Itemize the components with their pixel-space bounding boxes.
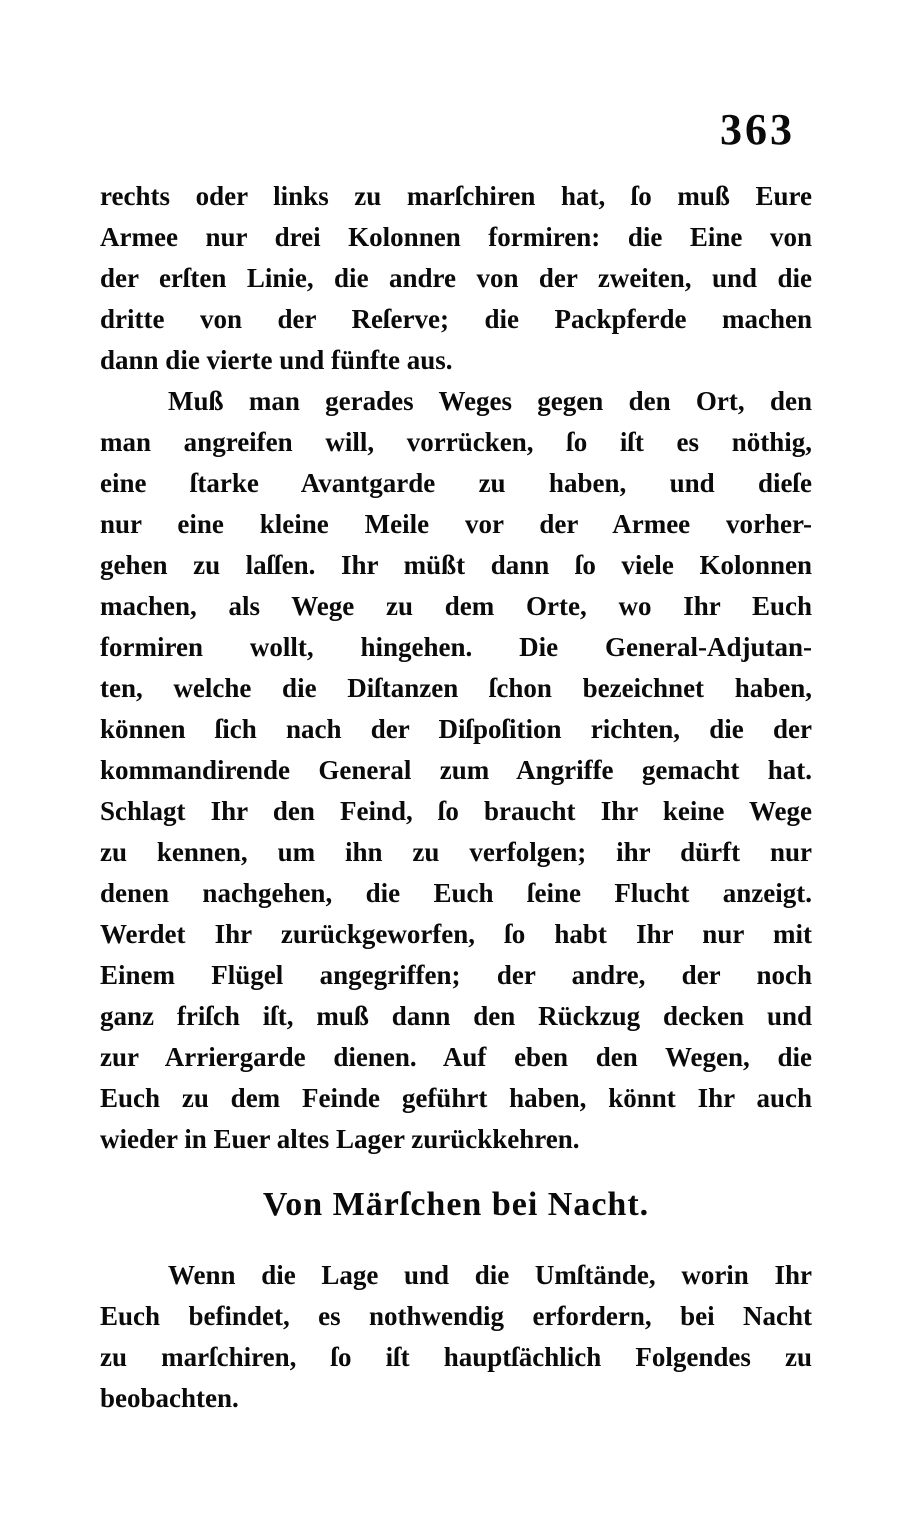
text-line: Wenn die Lage und die Umſtände, worin Ihr <box>168 1260 812 1290</box>
text-line: Muß man gerades Weges gegen den Ort, den <box>168 386 812 416</box>
paragraph <box>100 176 812 381</box>
text-line: zu kennen, um ihn zu verfolgen; ihr dürft nur <box>100 837 812 867</box>
text-line: können ſich nach der Diſpoſition richten, die der <box>100 714 812 744</box>
text-line: machen, als Wege zu dem Orte, wo Ihr Euch <box>100 591 812 621</box>
text-line: kommandirende General zum Angriffe gemacht hat. <box>100 755 812 785</box>
paragraph <box>100 1255 812 1419</box>
text-line: nur eine kleine Meile vor der Armee vorher- <box>100 509 812 539</box>
paragraph <box>100 381 812 1160</box>
text-line: gehen zu laſſen. Ihr müßt dann ſo viele Kolonnen <box>100 550 812 580</box>
text-line: eine ſtarke Avantgarde zu haben, und dieſe <box>100 468 812 498</box>
text-line: rechts oder links zu marſchiren hat, ſo muß Eure <box>100 181 812 211</box>
text-line: zu marſchiren, ſo iſt hauptſächlich Folgendes zu <box>100 1342 812 1372</box>
text-block <box>100 176 812 1419</box>
text-line: denen nachgehen, die Euch ſeine Flucht anzeigt. <box>100 878 812 908</box>
text-line: Werdet Ihr zurückgeworfen, ſo habt Ihr nur mit <box>100 919 812 949</box>
text-line: zur Arriergarde dienen. Auf eben den Wegen, die <box>100 1042 812 1072</box>
text-line: dann die vierte und fünfte aus. <box>100 345 453 375</box>
text-line: wieder in Euer altes Lager zurückkehren. <box>100 1124 580 1154</box>
text-line: Einem Flügel angegriffen; der andre, der noch <box>100 960 812 990</box>
text-line: Euch befindet, es nothwendig erfordern, bei Nacht <box>100 1301 812 1331</box>
section-heading: Von Märſchen bei Nacht. <box>262 1186 650 1223</box>
text-line: beobachten. <box>100 1383 239 1413</box>
text-line: ten, welche die Diſtanzen ſchon bezeichnet haben, <box>100 673 812 703</box>
text-line: man angreifen will, vorrücken, ſo iſt es nöthig, <box>100 427 812 457</box>
text-line: formiren wollt, hingehen. Die General-Adjutan- <box>100 632 812 662</box>
text-line: Armee nur drei Kolonnen formiren: die Eine von <box>100 222 812 252</box>
text-line: dritte von der Reſerve; die Packpferde machen <box>100 304 812 334</box>
text-line: Schlagt Ihr den Feind, ſo braucht Ihr keine Wege <box>100 796 812 826</box>
text-line: der erſten Linie, die andre von der zweiten, und die <box>100 263 812 293</box>
text-line: ganz friſch iſt, muß dann den Rückzug decken und <box>100 1001 812 1031</box>
text-line: Euch zu dem Feinde geführt haben, könnt Ihr auch <box>100 1083 812 1113</box>
page-number: 363 <box>720 105 795 154</box>
